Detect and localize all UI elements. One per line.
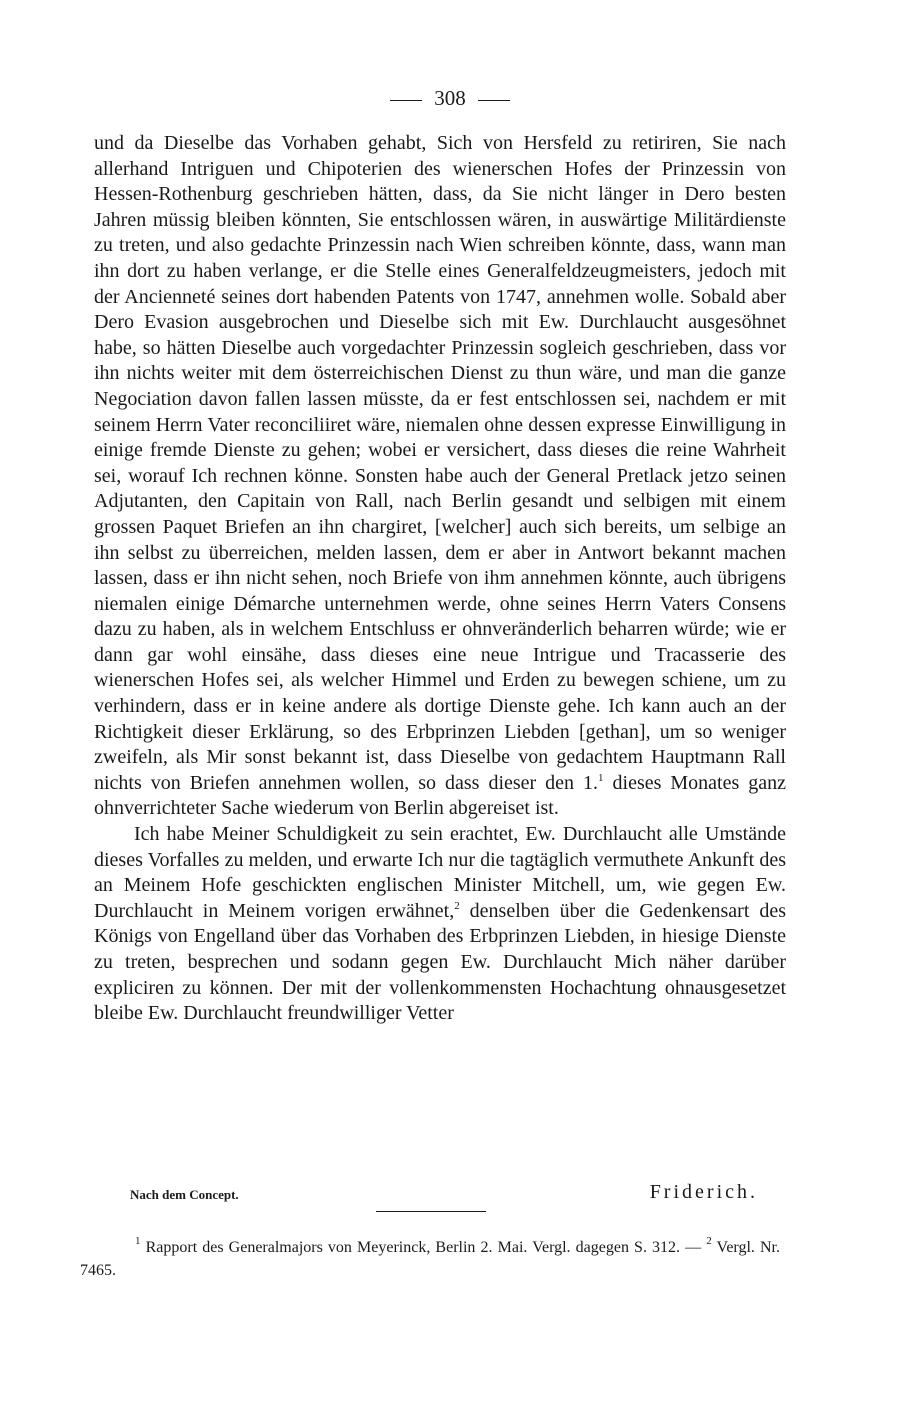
- paragraph-1-text: und da Dieselbe das Vorhaben gehabt, Sich von Hersfeld zu retiriren, Sie nach allerhand Intriguen und Chipoterien des wienerschen Hofes der Prinzessin von Hessen-Rothenburg geschrieben hätten, dass, da Sie nicht länger in Dero besten Jahren müssig bleiben könnten, Sie entschlossen wären, in auswärtige Militärdienste zu treten, und also gedachte Prinzessin nach Wien schreiben könnte, dass, wann man ihn dort zu haben verlange, er die Stelle eines Generalfeldzeugmeisters, jedoch mit der Ancienneté seines dort habenden Patents von 1747, annehmen wolle. Sobald aber Dero Evasion ausgebrochen und Dieselbe sich mit Ew. Durchlaucht ausgesöhnet habe, so hätten Dieselbe auch vorgedachter Prinzessin sogleich geschrieben, dass vor ihn nichts weiter mit dem österreichischen Dienst zu thun wäre, und man die ganze Negociation davon fallen lassen müsste, da er fest entschlossen sei, nachdem er mit seinem Herrn Vater reconciliiret wäre, niemalen ohne dessen expresse Einwilligung in einige fremde Dienste zu gehen; wobei er versichert, dass dieses die reine Wahrheit sei, worauf Ich rechnen könne. Sonsten habe auch der General Pretlack jetzo seinen Adjutanten, den Capitain von Rall, nach Berlin gesandt und selbigen mit einem grossen Paquet Briefen an ihn chargiret, [welcher] auch sich bereits, um selbige an ihn selbst zu überreichen, melden lassen, dem er aber in Antwort bekannt machen lassen, dass er ihn nicht sehen, noch Briefe von ihm annehmen könnte, auch übrigens niemalen einige Démarche unternehmen werde, ohne seines Herrn Vaters Consens dazu zu haben, als in welchem Entschluss er ohnveränderlich beharren würde; wie er dann gar wohl einsähe, dass dieses eine neue Intrigue und Tracasserie des wienerschen Hofes sei, als welcher Himmel und Erden zu bewegen schiene, um zu verhindern, dass er in keine andere als dortige Dienste gehe. Ich kann auch an der Richtigkeit dieser Erklärung, so des Erbprinzen Liebden [gethan], um so weniger zweifeln, als Mir sonst bekannt ist, dass Dieselbe von gedachtem Hauptmann Rall nichts von Briefen annehmen wollen, so dass dieser den 1.: [94, 132, 786, 794]
- paragraph-2-text: Ich habe Meiner Schuldigkeit zu sein erachtet, Ew. Durchlaucht alle Umstände dieses Vorfalles zu melden, und erwarte Ich nur die tagtäglich vermuthete Ankunft des an Meinem Hofe geschickten englischen Minister Mitchell, um, wie gegen Ew. Durchlaucht in Meinem vorigen erwähnet,: [94, 823, 786, 922]
- paragraph-2: [94, 822, 786, 1027]
- letter-body: [94, 131, 786, 1027]
- footnote-ref-2: 2: [454, 899, 460, 912]
- paragraph-1: [94, 131, 786, 822]
- footnote-separator: [376, 1211, 486, 1212]
- paragraph-2-text-cont: denselben über die Gedenkensart des Königs von Engelland über das Vorhaben des Erbprinzen Liebden, in hiesige Dienste zu treten, besprechen und sodann gegen Ew. Durchlaucht Mich näher darüber expliciren zu können. Der mit der vollenkommensten Hochachtung ohnausgesetzet bleibe Ew. Durchlaucht freundwilliger Vetter: [94, 899, 786, 1025]
- footnote-text-1: Rapport des Generalmajors von Meyerinck, Berlin 2. Mai. Vergl. dagegen S. 312. —: [140, 1239, 707, 1256]
- closing: [94, 1178, 786, 1208]
- signature: Friderich.: [649, 1181, 758, 1203]
- page-number-value: 308: [434, 86, 466, 110]
- page-number-left-dash: [390, 100, 422, 101]
- footnote-marker-2: 2: [706, 1235, 712, 1247]
- footnote-ref-1: 1: [598, 771, 604, 784]
- footnotes: [80, 1236, 780, 1282]
- footnote-block: [80, 1236, 780, 1282]
- page-number-right-dash: [478, 100, 510, 101]
- paragraph-1-text-cont: dieses Monates ganz ohnverrichteter Sache wiederum von Berlin abgereiset ist.: [94, 771, 786, 820]
- footnote-text-2: Vergl. Nr. 7465.: [80, 1239, 781, 1279]
- page-number: [0, 86, 900, 111]
- source-note: Nach dem Concept.: [130, 1187, 239, 1202]
- footnote-marker-1: 1: [135, 1235, 141, 1247]
